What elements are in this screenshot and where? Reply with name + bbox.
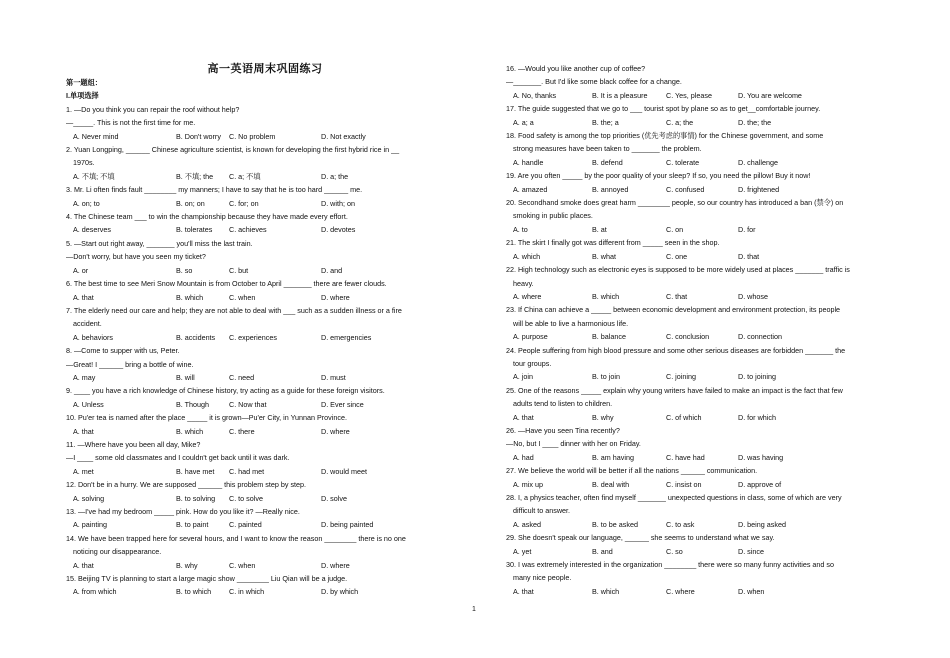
question-text: 2. Yuan Longping, ______ Chinese agriculture scientist, is known for developing the first hybrid rice in __	[66, 145, 400, 155]
answer-option: C. need	[229, 372, 255, 382]
answer-option: C. on	[666, 224, 684, 234]
answer-option: B. to join	[592, 372, 620, 382]
answer-option: B. which	[176, 292, 204, 302]
answer-option: B. will	[176, 372, 195, 382]
answer-options	[66, 130, 464, 143]
question-text: —_______. But I'd like some black coffee for a change.	[506, 77, 682, 87]
answer-option: A. which	[513, 251, 541, 261]
answer-options	[506, 250, 884, 263]
answer-option: A. yet	[513, 546, 532, 556]
left-column	[66, 62, 464, 599]
answer-option: B. to solving	[176, 493, 216, 503]
answer-options	[506, 370, 884, 383]
answer-option: B. have met	[176, 466, 215, 476]
answer-options	[506, 585, 884, 598]
answer-option: A. where	[513, 291, 542, 301]
question-text: 29. She doesn't speak our language, ______ she seems to understand what we say.	[506, 533, 775, 543]
answer-option: B. accidents	[176, 332, 216, 342]
question-text: 26. —Have you seen Tina recently?	[506, 425, 620, 435]
question-text: 23. If China can achieve a _____ between economic development and environment protection, its people	[506, 305, 841, 315]
answer-option: C. joining	[666, 372, 696, 382]
answer-option: A. had	[513, 452, 534, 462]
answer-option: A. or	[73, 265, 89, 275]
answer-option: C. a; 不填	[229, 171, 261, 181]
answer-options	[66, 331, 464, 344]
answer-options	[66, 425, 464, 438]
answer-option: D. where	[321, 426, 350, 436]
question-text: 14. We have been trapped here for several hours, and I want to know the reason ________ there is no one	[66, 533, 406, 543]
question-text: 21. The skirt I finally got was different from _____ seen in the shop.	[506, 238, 720, 248]
answer-option: B. which	[176, 426, 204, 436]
answer-option: C. experiences	[229, 332, 277, 342]
answer-options	[66, 585, 464, 598]
answer-option: C. Now that	[229, 399, 267, 409]
answer-option: D. to joining	[738, 372, 776, 382]
answer-option: D. connection	[738, 332, 782, 342]
answer-option: D. Not exactly	[321, 131, 366, 141]
answer-option: B. which	[592, 291, 620, 301]
page-number: 1	[472, 606, 476, 613]
answer-option: A. that	[513, 412, 534, 422]
answer-option: B. why	[592, 412, 614, 422]
answer-option: C. to solve	[229, 493, 263, 503]
answer-options	[66, 398, 464, 411]
answer-option: D. for	[738, 224, 756, 234]
answer-option: C. insist on	[666, 479, 702, 489]
question-text: 5. —Start out right away, _______ you'll miss the last train.	[66, 238, 253, 248]
question-text: 16. —Would you like another cup of coffee?	[506, 64, 646, 73]
answer-option: C. in which	[229, 587, 265, 597]
answer-option: A. may	[73, 372, 96, 382]
answer-option: C. have had	[666, 452, 705, 462]
question-continuation: noticing our disappearance.	[73, 547, 162, 557]
answer-option: B. at	[592, 224, 607, 234]
answer-options	[506, 223, 884, 236]
answer-option: D. with; on	[321, 198, 355, 208]
answer-option: A. that	[73, 292, 94, 302]
question-text: 18. Food safety is among the top priorities (优先考虑的事情) for the Chinese government, and some	[506, 131, 824, 141]
question-text: 8. —Come to supper with us, Peter.	[66, 346, 180, 356]
answer-option: B. deal with	[592, 479, 630, 489]
answer-option: D. whose	[738, 291, 768, 301]
question-text: 22. High technology such as electronic eyes is supposed to be more widely used at places _______ traffic is	[506, 265, 850, 275]
answer-option: D. devotes	[321, 225, 356, 235]
answer-option: D. challenge	[738, 157, 778, 167]
answer-option: C. where	[666, 586, 695, 596]
answer-option: C. when	[229, 292, 256, 302]
answer-options	[66, 492, 464, 505]
answer-option: C. achieves	[229, 225, 267, 235]
answer-option: B. the; a	[592, 117, 619, 127]
answer-options	[66, 170, 464, 183]
question-text: 9. ____ you have a rich knowledge of Chinese history, try acting as a guide for these foreign visitors.	[66, 386, 385, 396]
answer-option: C. to ask	[666, 519, 695, 529]
question-continuation: accident.	[73, 319, 102, 329]
section-heading: I.单项选择	[66, 91, 99, 101]
answer-option: A. handle	[513, 157, 544, 167]
right-questions	[506, 62, 884, 598]
question-text: 6. The best time to see Meri Snow Mountain is from October to April _______ there are fewer clouds.	[66, 279, 387, 289]
group-heading: 第一题组：	[66, 78, 102, 87]
question-text: 30. I was extremely interested in the organization ________ there were so many funny activities and so	[506, 560, 835, 570]
question-text: 19. Are you often _____ by the poor quality of your sleep? If so, you need the pillow! Buy it now!	[506, 171, 811, 181]
answer-option: D. where	[321, 560, 350, 570]
answer-option: C. of which	[666, 412, 702, 422]
answer-option: A. from which	[73, 587, 117, 597]
question-text: —No, but I ____ dinner with her on Friday.	[506, 439, 641, 449]
answer-option: B. so	[176, 265, 193, 275]
answer-option: A. painting	[73, 520, 107, 530]
answer-option: D. for which	[738, 412, 776, 422]
question-continuation: heavy.	[513, 278, 534, 288]
answer-option: C. but	[229, 265, 249, 275]
answer-option: D. being painted	[321, 520, 374, 530]
question-text: 27. We believe the world will be better if all the nations ______ communication.	[506, 466, 758, 476]
question-text: 10. Pu'er tea is named after the place _____ it is grown—Pu'er City, in Yunnan Province.	[66, 413, 347, 423]
answer-option: C. painted	[229, 520, 262, 530]
question-continuation: will be able to live a harmonious life.	[513, 318, 629, 328]
page-title: 高一英语周末巩固练习	[207, 63, 323, 75]
answer-option: B. defend	[592, 157, 623, 167]
answer-option: D. that	[738, 251, 760, 261]
answer-option: D. You are welcome	[738, 90, 802, 100]
question-text: 25. One of the reasons _____ explain why young writers have failed to make an impact is the fact that few	[506, 385, 843, 395]
answer-option: C. confused	[666, 184, 705, 194]
answer-option: D. frightened	[738, 184, 780, 194]
answer-option: A. 不填; 不填	[73, 171, 115, 181]
answer-option: B. to be asked	[592, 519, 638, 529]
answer-options	[506, 518, 884, 531]
question-text: 4. The Chinese team ___ to win the championship because they have made every effort.	[66, 212, 348, 222]
answer-option: A. a; a	[513, 117, 534, 127]
answer-option: A. asked	[513, 519, 541, 529]
answer-option: A. deserves	[73, 225, 111, 235]
answer-option: D. solve	[321, 493, 347, 503]
answer-option: B. on; on	[176, 198, 205, 208]
answer-option: B. to which	[176, 587, 212, 597]
answer-options	[506, 156, 884, 169]
answer-option: D. the; the	[738, 117, 772, 127]
answer-option: C. had met	[229, 466, 265, 476]
answer-options	[66, 518, 464, 531]
answer-option: C. when	[229, 560, 256, 570]
answer-option: A. solving	[73, 493, 105, 503]
question-text: —Don't worry, but have you seen my ticket?	[66, 252, 206, 262]
answer-option: D. a; the	[321, 171, 349, 181]
answer-options	[506, 545, 884, 558]
answer-option: C. there	[229, 426, 255, 436]
answer-option: A. amazed	[513, 184, 548, 194]
question-text: 15. Beijing TV is planning to start a large magic show ________ Liu Qian will be a judge.	[66, 574, 348, 584]
question-text: 24. People suffering from high blood pressure and some other serious diseases are forbidden _______ the	[506, 345, 846, 355]
answer-option: A. that	[73, 560, 94, 570]
answer-option: D. approve of	[738, 479, 782, 489]
question-continuation: smoking in public places.	[513, 211, 593, 221]
question-text: 20. Secondhand smoke does great harm ________ people, so our country has introduced a ban (禁令) on	[506, 198, 844, 208]
question-continuation: adults tend to listen to children.	[513, 399, 613, 409]
answer-option: B. Don't worry	[176, 131, 221, 141]
answer-option: D. was having	[738, 452, 784, 462]
answer-option: A. Never mind	[73, 131, 119, 141]
left-questions	[66, 103, 464, 599]
question-continuation: 1970s.	[73, 158, 95, 168]
answer-option: C. that	[666, 291, 688, 301]
answer-option: A. mix up	[513, 479, 543, 489]
answer-options	[66, 371, 464, 384]
answer-option: D. and	[321, 265, 343, 275]
answer-option: A. that	[73, 426, 94, 436]
answer-option: C. No problem	[229, 131, 276, 141]
question-text: 17. The guide suggested that we go to ___ tourist spot by plane so as to get__comfortable journey.	[506, 104, 821, 114]
answer-option: B. annoyed	[592, 184, 629, 194]
answer-options	[506, 330, 884, 343]
answer-option: C. one	[666, 251, 688, 261]
question-text: 7. The elderly need our care and help; they are not able to deal with ___ such as a sudden illness or a fire	[66, 305, 402, 315]
answer-options	[66, 197, 464, 210]
answer-option: B. tolerates	[176, 225, 213, 235]
answer-option: D. where	[321, 292, 350, 302]
answer-option: B. and	[592, 546, 613, 556]
answer-option: B. am having	[592, 452, 634, 462]
question-text: —I ____ some old classmates and I couldn't get back until it was dark.	[66, 453, 290, 463]
answer-options	[66, 223, 464, 236]
answer-option: B. which	[592, 586, 620, 596]
answer-option: D. Ever since	[321, 399, 364, 409]
question-text: 13. —I've had my bedroom _____ pink. How do you like it? —Really nice.	[66, 507, 300, 516]
question-text: 12. Don't be in a hurry. We are supposed ______ this problem step by step.	[66, 480, 307, 490]
answer-option: D. emergencies	[321, 332, 372, 342]
answer-options	[506, 116, 884, 129]
answer-option: B. to paint	[176, 520, 209, 530]
question-text: 11. —Where have you been all day, Mike?	[66, 439, 201, 449]
answer-option: C. for; on	[229, 198, 259, 208]
answer-option: B. what	[592, 251, 616, 261]
answer-option: D. being asked	[738, 519, 786, 529]
answer-option: B. Though	[176, 399, 210, 409]
answer-option: B. balance	[592, 332, 626, 342]
question-continuation: difficult to answer.	[513, 506, 570, 516]
answer-option: C. Yes, please	[666, 90, 712, 100]
right-column	[506, 62, 884, 598]
answer-option: D. by which	[321, 587, 359, 597]
answer-option: D. since	[738, 546, 764, 556]
answer-option: A. purpose	[513, 332, 548, 342]
answer-options	[66, 465, 464, 478]
answer-option: A. met	[73, 466, 94, 476]
answer-option: C. a; the	[666, 117, 694, 127]
answer-option: A. that	[513, 586, 534, 596]
answer-options	[66, 264, 464, 277]
answer-options	[66, 291, 464, 304]
answer-options	[506, 183, 884, 196]
question-text: —_____. This is not the first time for me.	[66, 118, 196, 128]
question-text: —Great! I ______ bring a bottle of wine.	[66, 359, 194, 369]
answer-option: A. on; to	[73, 198, 100, 208]
question-text: 1. —Do you think you can repair the roof without help?	[66, 104, 240, 114]
answer-options	[506, 89, 884, 102]
answer-option: A. to	[513, 224, 528, 234]
answer-options	[506, 451, 884, 464]
answer-option: B. It is a pleasure	[592, 90, 648, 100]
answer-option: B. why	[176, 560, 198, 570]
answer-options	[506, 290, 884, 303]
question-text: 3. Mr. Li often finds fault ________ my manners; I have to say that he is too hard ______ me.	[66, 185, 363, 195]
answer-options	[506, 478, 884, 491]
answer-options	[506, 411, 884, 424]
answer-options	[66, 559, 464, 572]
question-continuation: many nice people.	[513, 573, 572, 583]
answer-option: C. conclusion	[666, 332, 710, 342]
answer-option: C. tolerate	[666, 157, 700, 167]
question-continuation: strong measures have been taken to _______ the problem.	[513, 144, 702, 154]
answer-option: D. must	[321, 372, 346, 382]
answer-option: A. No, thanks	[513, 90, 557, 100]
question-text: 28. I, a physics teacher, often find myself _______ unexpected questions in class, some of which are very	[506, 493, 842, 502]
question-continuation: tour groups.	[513, 358, 552, 368]
answer-option: D. when	[738, 586, 765, 596]
answer-option: D. would meet	[321, 466, 367, 476]
answer-option: A. join	[513, 372, 533, 382]
answer-option: C. so	[666, 546, 683, 556]
answer-option: A. Unless	[73, 399, 104, 409]
answer-option: B. 不填; the	[176, 171, 214, 181]
answer-option: A. behaviors	[73, 332, 113, 342]
